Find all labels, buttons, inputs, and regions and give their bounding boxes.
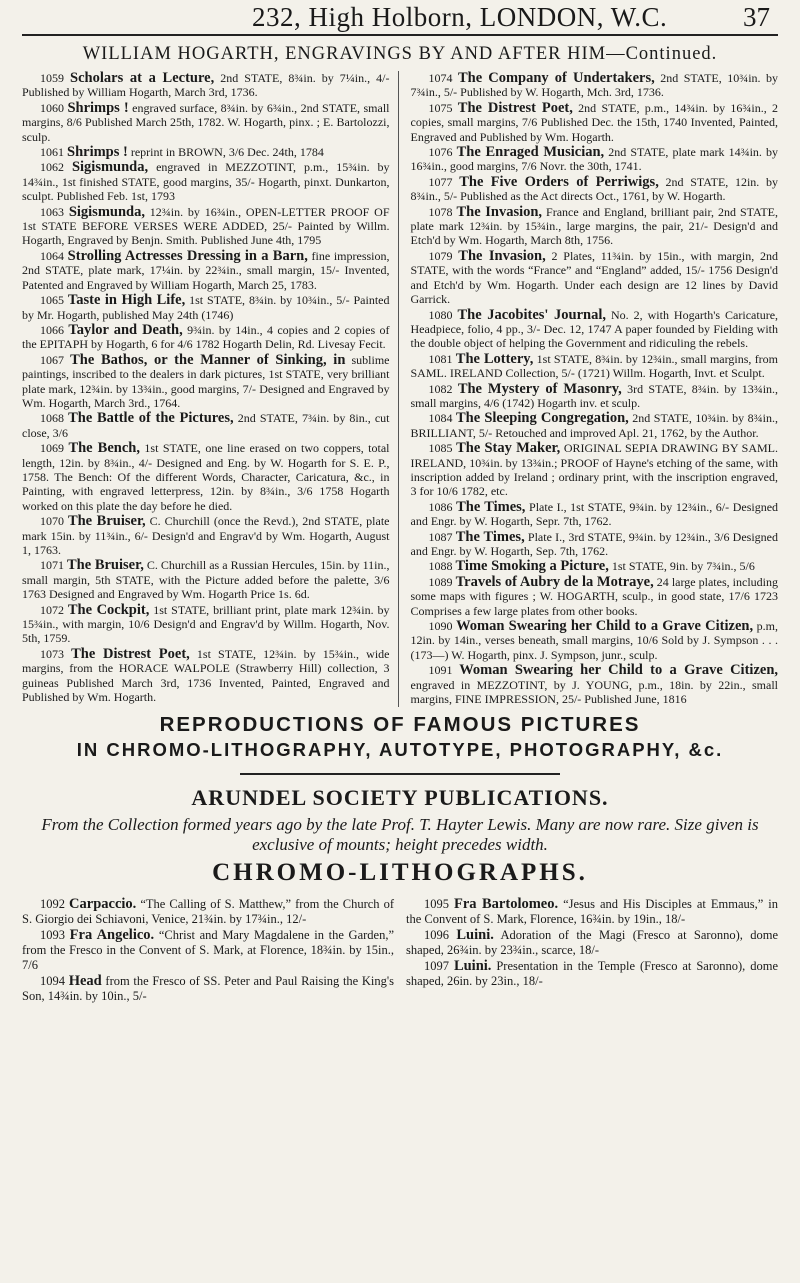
lot-title: Scholars at a Lecture, — [70, 70, 215, 86]
lot-number: 1073 — [40, 646, 64, 661]
catalogue-entry — [22, 160, 390, 203]
catalogue-entry — [22, 205, 390, 248]
lot-description: Plate I., 3rd STATE, 9¾in. by 12¾in., 3/6 Designed and Engr. by W. Hogarth, Sep. 7th, 1762. — [410, 529, 778, 558]
lot-number: 1061 — [40, 145, 64, 160]
lot-description: Adoration of the Magi (Fresco at Saronno), dome shaped, 26¾in. by 23¾in., scarce, 18/- — [406, 928, 779, 958]
arundel-intro: From the Collection formed years ago by the late Prof. T. Hayter Lewis. Many are now rare. Size given is exclusive of mounts; height precedes width. — [41, 815, 759, 855]
lot-title: Strolling Actresses Dressing in a Barn, — [67, 247, 308, 264]
lot-number: 1075 — [428, 100, 453, 115]
catalogue-entry — [411, 663, 779, 706]
chromo-title: CHROMO-LITHOGRAPHS. — [212, 859, 588, 887]
lot-number: 1065 — [40, 293, 64, 308]
lot-description: reprint in BROWN, 3/6 Dec. 24th, 1784 — [130, 145, 324, 160]
lot-number: 1059 — [40, 71, 64, 85]
catalogue-entry — [411, 530, 779, 559]
catalogue-entry — [22, 353, 390, 411]
lot-description: “Jesus and His Disciples at Emmaus,” in the Convent of S. Mark, Florence, 16¾in. by 19in., 18/- — [406, 897, 778, 927]
lot-title: The Lottery, — [455, 350, 534, 367]
lot-description: 1st STATE, brilliant print, plate mark 12¾in. by 15¾in., with margin, 10/6 Design'd and Engrav'd by Willm. Hogarth, Nov. 5th, 1759. — [22, 602, 390, 646]
lot-number: 1064 — [40, 248, 64, 263]
catalogue-entry — [411, 101, 779, 144]
lot-number: 1090 — [428, 619, 453, 634]
lot-title: The Sleeping Congregation, — [456, 410, 629, 427]
lot-number: 1088 — [428, 559, 453, 574]
catalogue-entry — [411, 441, 779, 499]
catalogue-entry — [22, 145, 390, 159]
lot-number: 1091 — [428, 663, 453, 678]
lot-description: 2nd STATE, 10¾in. by 7¾in., 5/- Published by W. Hogarth, Mch. 3rd, 1736. — [410, 71, 779, 100]
lot-title: The Stay Maker, — [456, 440, 561, 457]
page-number: 37 — [743, 2, 770, 32]
section-divider — [240, 773, 560, 775]
right-column — [411, 71, 779, 707]
lot-description: 2nd STATE, 12in. by 8¾in., 5/- Published as the Act directs Oct., 1761, by W. Hogarth. — [410, 174, 779, 204]
lot-title: Woman Swearing her Child to a Grave Citizen, — [456, 618, 754, 635]
lot-description: fine impression, 2nd STATE, plate mark, 17¼in. by 22¾in., small margin, 15/- Invented, Patented and Engraved by William Hogarth, March 25, 1783. — [22, 248, 390, 292]
lot-description: 1st STATE, 8¾in. by 10¾in., 5/- Painted by Mr. Hogarth, published May 24th (1746) — [22, 293, 390, 322]
lot-number: 1072 — [40, 602, 64, 617]
lot-title: The Invasion, — [456, 203, 543, 220]
lot-description: “Christ and Mary Magdalene in the Garden,” from the Fresco in the Convent of S. Mark, at Florence, 18¾in. by 15in., 7/6 — [22, 928, 395, 973]
lot-title: The Bench, — [68, 440, 140, 457]
lot-description: 12¾in. by 16¾in., OPEN-LETTER PROOF OF 1st STATE BEFORE VERSES WERE ADDED, 25/- Painted by Willm. Hogarth, Engraved by Benjn. Smith. Published June 4th, 1795 — [22, 204, 390, 248]
lot-title: Time Smoking a Picture, — [455, 558, 609, 575]
catalogue-entry — [406, 928, 778, 958]
catalogue-entry — [411, 249, 779, 307]
catalogue-entry — [22, 514, 390, 557]
lot-number: 1078 — [428, 204, 453, 219]
lot-title: Carpaccio. — [69, 896, 137, 913]
catalogue-entry — [411, 205, 779, 248]
hogarth-listing — [22, 71, 778, 707]
lot-description: No. 2, with Hogarth's Caricature, Headpiece, folio, 4 pp., 3/- Dec. 12, 1747 A paper founded by Fielding with the double object of helping the Government and ridiculing the rebels. — [410, 307, 779, 351]
lot-description: engraved in MEZZOTINT, by J. YOUNG, p.m., 18in. by 22in., small margins, FINE IMPRESSION, 25/- Published June, 1816 — [410, 677, 778, 707]
chromo-listing — [22, 897, 778, 1005]
lot-description: 1st STATE, 12¾in. by 15¾in., wide margins, from the HORACE WALPOLE (Strawberry Hill) collection, 3 guineas Published March 3rd, 1736 Invented, Painted, Engraved and Published by Wm. Hogarth. — [22, 646, 390, 705]
catalogue-entry — [411, 175, 779, 204]
catalogue-entry — [411, 308, 779, 351]
lot-number: 1082 — [428, 381, 453, 396]
lot-title: Travels of Aubry de la Motraye, — [455, 573, 654, 590]
catalogue-entry — [22, 411, 390, 440]
lot-title: Fra Angelico. — [69, 927, 155, 944]
lot-description: C. Churchill as a Russian Hercules, 15in. by 11in., small margin, 5th STATE, with the Picture added before the palette, 3/6 1763 Designed and Engraved by Wm. Hogarth Price 1s. 6d. — [22, 558, 390, 602]
lot-number: 1074 — [428, 71, 453, 85]
lot-title: The Five Orders of Perriwigs, — [459, 173, 659, 190]
catalogue-entry — [22, 323, 390, 352]
lot-title: Woman Swearing her Child to a Grave Citizen, — [459, 662, 779, 679]
catalogue-entry — [411, 71, 779, 100]
lot-title: The Invasion, — [458, 247, 546, 264]
lot-description: p.m, 12in. by 14in., verses beneath, small margins, 10/6 Sold by J. Sympson . . . (173—) W. Hogarth, pinx. J. Sympson, junr., sculp. — [410, 619, 778, 662]
catalogue-entry — [406, 897, 778, 927]
catalogue-entry — [411, 619, 779, 662]
lot-number: 1081 — [428, 351, 453, 366]
catalogue-entry — [22, 441, 390, 513]
catalogue-entry — [22, 974, 394, 1004]
lot-description: 1st STATE, 9in. by 7¾in., 5/6 — [611, 559, 755, 574]
lot-description: 2nd STATE, 10¾in. by 8¾in., BRILLIANT, 5/- Retouched and improved Apl. 21, 1762, by the Author. — [410, 411, 779, 440]
lot-number: 1095 — [424, 897, 449, 912]
catalogue-entry — [22, 101, 390, 144]
catalogue-entry — [411, 411, 779, 440]
catalogue-entry — [411, 352, 779, 381]
section-title: WILLIAM HOGARTH, ENGRAVINGS BY AND AFTER HIM—Continued. — [82, 44, 718, 64]
lot-number: 1089 — [428, 574, 453, 589]
lot-description: France and England, brilliant pair, 2nd STATE, plate mark 12¾in. by 15¾in., large margins, the pair, 21/- Design'd and Etch'd by Wm. Hogarth, March 8th, 1756. — [410, 204, 779, 248]
lot-title: Taste in High Life, — [67, 292, 186, 309]
lot-number: 1062 — [40, 160, 64, 175]
catalogue-entry — [22, 928, 394, 973]
lot-description: sublime paintings, inscribed to the dealers in dark pictures, 1st STATE, very brilliant plate mark, 12¾in. by 13¾in., good margins, 7/- Designed and Engraved by Wm. Hogarth, March 3rd., 1764. — [22, 352, 390, 410]
lot-number: 1097 — [424, 959, 449, 974]
lot-number: 1077 — [428, 174, 453, 189]
catalogue-entry — [22, 71, 390, 100]
lot-number: 1069 — [40, 441, 64, 456]
lot-title: The Battle of the Pictures, — [68, 410, 234, 427]
chromo-left-column — [22, 897, 394, 1005]
catalogue-entry — [22, 647, 390, 705]
lot-title: The Cockpit, — [67, 601, 150, 618]
lot-title: Shrimps ! — [67, 99, 129, 116]
chromo-right-column — [406, 897, 778, 1005]
catalogue-entry — [22, 897, 394, 927]
lot-description: 2 Plates, 11¾in. by 15in., with margin, 2nd STATE, with the words “France” and “England” added, 15/- 1756 Design'd and Etch'd by Wm. Hogarth. Under each design are 12 lines by David Garrick. — [410, 248, 779, 307]
lot-title: Sigismunda, — [71, 159, 149, 176]
lot-title: Fra Bartolomeo. — [453, 896, 559, 913]
lot-number: 1068 — [40, 411, 64, 426]
lot-number: 1080 — [428, 307, 453, 322]
lot-number: 1085 — [428, 441, 453, 456]
lot-description: 1st STATE, 8¾in. by 12¾in., small margins, from SAML. IRELAND Collection, 5/- (1721) Willm. Hogarth, Invt. et Sculpt. — [410, 351, 779, 381]
lot-title: The Enraged Musician, — [456, 144, 605, 161]
lot-description: 3rd STATE, 8¾in. by 13¾in., small margins, 4/6 (1742) Hogarth inv. et sculp. — [410, 381, 779, 410]
lot-description: 24 large plates, including some maps with figures ; W. HOGARTH, sculp., in good state, 17/6 1723 Comprises a few large plates from other books. — [410, 574, 779, 618]
lot-number: 1060 — [40, 100, 64, 115]
lot-number: 1096 — [424, 928, 449, 943]
lot-description: 2nd STATE, 8¾in. by 7¼in., 4/- Published by William Hogarth, March 3rd, 1736. — [22, 71, 390, 100]
running-head — [22, 0, 778, 36]
catalogue-entry — [22, 293, 390, 322]
lot-description: ORIGINAL SEPIA DRAWING BY SAML. IRELAND, 10¾in. by 13¾in.; PROOF of Hayne's etching of the same, with inscription added by Ireland ; ordinary print, with the inscription engraved, 3 for 10/6 1782, etc. — [410, 441, 779, 499]
lot-number: 1086 — [428, 499, 453, 514]
lot-number: 1094 — [40, 974, 65, 989]
lot-title: The Times, — [455, 528, 525, 545]
lot-title: The Distrest Poet, — [457, 99, 573, 116]
lot-title: Head — [68, 973, 102, 990]
catalogue-entry — [411, 382, 779, 411]
lot-number: 1066 — [40, 322, 64, 337]
lot-description: Presentation in the Temple (Fresco at Saronno), dome shaped, 26in. by 23in., 18/- — [406, 959, 778, 989]
lot-title: Luini. — [456, 927, 494, 944]
lot-number: 1087 — [428, 529, 453, 544]
lot-title: The Bruiser, — [67, 513, 146, 530]
catalogue-entry — [411, 575, 779, 618]
catalogue-entry — [411, 145, 779, 174]
lot-description: from the Fresco of SS. Peter and Paul Raising the King's Son, 14¾in. by 10in., 5/- — [22, 974, 395, 1004]
lot-title: The Mystery of Masonry, — [457, 380, 622, 397]
lot-number: 1067 — [40, 352, 64, 367]
lot-number: 1084 — [428, 411, 453, 426]
arundel-title: ARUNDEL SOCIETY PUBLICATIONS. — [191, 785, 609, 811]
lot-number: 1070 — [40, 514, 64, 529]
catalogue-entry — [406, 959, 778, 989]
catalogue-entry — [22, 558, 390, 601]
catalogue-entry — [411, 559, 779, 573]
lot-title: Luini. — [453, 958, 492, 975]
lot-title: The Distrest Poet, — [71, 645, 190, 662]
lot-description: 1st STATE, one line erased on two coppers, total length, 12in. by 8¾in., 4/- Designed and Eng. by W. Hogarth for S. E. P., 1758. The Bench: Of the different Words, Character, Caricatura, &c., in Painting, with engraved letterpress, 12in. by 8¾in., 3/6 1758 Hogarth worked on this plate the day before he died. — [22, 441, 390, 513]
lot-title: The Bathos, or the Manner of Sinking, in — [70, 351, 346, 368]
lot-number: 1093 — [40, 928, 65, 943]
lot-description: engraved in MEZZOTINT, p.m., 15¾in. by 14¾in., 1st finished STATE, good margins, 35/- Hogarth, pinxt. Dunkarton, sculpt. Published Feb. 1st, 1793 — [22, 160, 390, 204]
lot-description: Plate I., 1st STATE, 9¾in. by 12¾in., 6/- Designed and Engr. by W. Hogarth, Sepr. 7th, 1762. — [410, 499, 779, 529]
lot-description: 9¾in. by 14in., 4 copies and 2 copies of the EPITAPH by Hogarth, 6 for 4/6 1782 Hogarth Delin, Rd. Livesay Fecit. — [22, 322, 390, 352]
lot-description: C. Churchill (once the Revd.), 2nd STATE, plate mark 15in. by 11¾in., 6/- Design'd and Engrav'd by Wm. Hogarth, August 1, 1763. — [22, 514, 390, 557]
lot-title: Sigismunda, — [68, 203, 145, 220]
lot-title: The Jacobites' Journal, — [457, 306, 607, 323]
lot-title: The Bruiser, — [67, 557, 144, 574]
catalogue-entry — [411, 500, 779, 529]
lot-title: Shrimps ! — [67, 144, 128, 161]
lot-description: 2nd STATE, 7¾in. by 8in., cut close, 3/6 — [22, 411, 390, 440]
reproductions-banner: REPRODUCTIONS OF FAMOUS PICTURES — [159, 713, 641, 737]
lot-description: 2nd STATE, p.m., 14¾in. by 16¾in., 2 copies, small margins, 7/6 Published Dec. the 15th, 1740 Invented, Painted, Engraved and Published by Wm. Hogarth. — [410, 100, 778, 144]
lot-description: “The Calling of S. Matthew,” from the Church of S. Giorgio dei Schiavoni, Venice, 21¾in. by 17¾in., 12/- — [22, 897, 395, 927]
lot-number: 1079 — [428, 248, 453, 263]
lot-number: 1092 — [40, 897, 65, 912]
reproductions-subbanner: IN CHROMO-LITHOGRAPHY, AUTOTYPE, PHOTOGRAPHY, &c. — [76, 739, 724, 761]
catalogue-entry — [22, 249, 390, 292]
lot-title: The Company of Undertakers, — [457, 70, 655, 86]
catalogue-entry — [22, 603, 390, 646]
lot-description: 2nd STATE, plate mark 14¾in. by 16¾in., good margins, 7/6 Novr. the 30th, 1741. — [410, 145, 779, 174]
lot-title: Taylor and Death, — [68, 321, 183, 338]
lot-number: 1076 — [428, 145, 453, 160]
publisher-address: 232, High Holborn, LONDON, W.C. — [252, 2, 668, 32]
lot-title: The Times, — [456, 498, 526, 515]
left-column — [22, 71, 399, 707]
lot-number: 1063 — [40, 204, 64, 219]
lot-number: 1071 — [40, 558, 64, 573]
lot-description: engraved surface, 8¾in. by 6¾in., 2nd STATE, small margins, 8/6 Published March 25th, 1782. W. Hogarth, pinx. ; E. Bartolozzi, sculp. — [22, 100, 390, 144]
